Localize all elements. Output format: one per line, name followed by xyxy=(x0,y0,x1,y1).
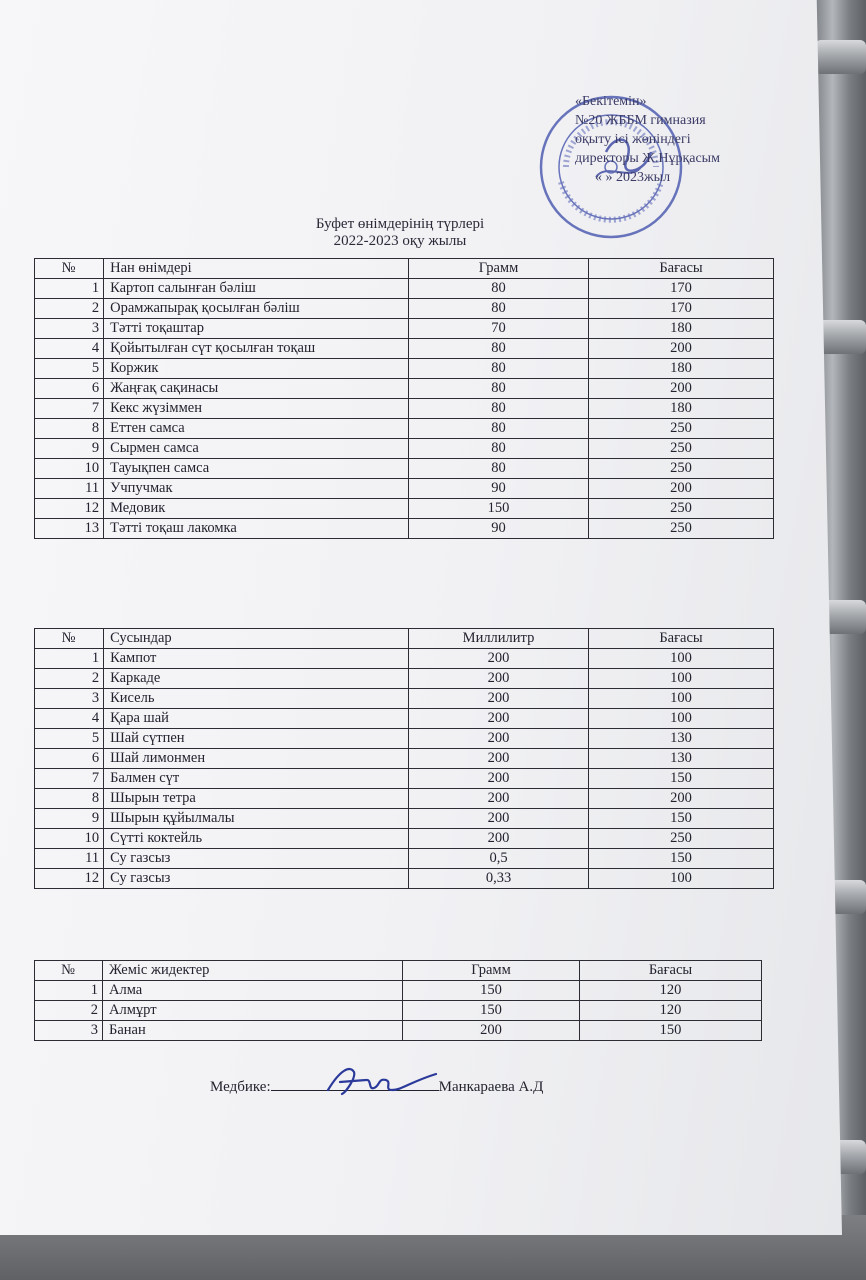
table-row xyxy=(35,981,762,1001)
row-number: 4 xyxy=(35,339,104,359)
item-price: 150 xyxy=(588,769,773,789)
item-price: 200 xyxy=(588,479,773,499)
row-number: 2 xyxy=(35,669,104,689)
item-price: 100 xyxy=(588,689,773,709)
table-row xyxy=(35,809,774,829)
row-number: 8 xyxy=(35,789,104,809)
row-number: 5 xyxy=(35,359,104,379)
item-name: Кампот xyxy=(104,649,409,669)
table-row xyxy=(35,649,774,669)
table-row xyxy=(35,829,774,849)
item-price: 100 xyxy=(588,649,773,669)
bakery-table xyxy=(34,258,774,539)
approval-line: №20 ЖББМ гимназия xyxy=(575,113,706,128)
table-row xyxy=(35,359,774,379)
item-name: Тәтті тоқаштар xyxy=(104,319,409,339)
row-number: 4 xyxy=(35,709,104,729)
item-quantity: 200 xyxy=(409,769,589,789)
table-body xyxy=(35,279,774,539)
approval-line: директоры Ж.Нұрқасым xyxy=(575,151,720,166)
table-row xyxy=(35,769,774,789)
row-number: 6 xyxy=(35,379,104,399)
item-name: Кекс жүзіммен xyxy=(104,399,409,419)
table-body xyxy=(35,981,762,1041)
table-row xyxy=(35,379,774,399)
table-row xyxy=(35,319,774,339)
table-row xyxy=(35,439,774,459)
item-price: 150 xyxy=(580,1021,762,1041)
column-header: № xyxy=(35,961,103,981)
row-number: 10 xyxy=(35,829,104,849)
item-price: 120 xyxy=(580,1001,762,1021)
item-name: Тауықпен самса xyxy=(104,459,409,479)
item-name: Су газсыз xyxy=(104,849,409,869)
table-row xyxy=(35,669,774,689)
item-price: 250 xyxy=(588,499,773,519)
table-row xyxy=(35,849,774,869)
item-quantity: 90 xyxy=(409,479,589,499)
table-row xyxy=(35,499,774,519)
item-price: 170 xyxy=(588,299,773,319)
row-number: 3 xyxy=(35,319,104,339)
item-price: 150 xyxy=(588,849,773,869)
item-name: Медовик xyxy=(104,499,409,519)
item-price: 250 xyxy=(588,439,773,459)
item-quantity: 80 xyxy=(409,379,589,399)
column-header: Миллилитр xyxy=(409,629,589,649)
document-title xyxy=(200,216,600,250)
item-name: Банан xyxy=(103,1021,403,1041)
item-quantity: 150 xyxy=(403,981,580,1001)
item-name: Су газсыз xyxy=(104,869,409,889)
item-name: Кисель xyxy=(104,689,409,709)
drinks-table xyxy=(34,628,774,889)
column-header: Жеміс жидектер xyxy=(103,961,403,981)
item-price: 120 xyxy=(580,981,762,1001)
column-header: Грамм xyxy=(409,259,589,279)
row-number: 12 xyxy=(35,499,104,519)
column-header: Бағасы xyxy=(580,961,762,981)
item-quantity: 70 xyxy=(409,319,589,339)
table-row xyxy=(35,479,774,499)
item-name: Сырмен самса xyxy=(104,439,409,459)
item-name: Жаңғақ сақинасы xyxy=(104,379,409,399)
item-price: 250 xyxy=(588,459,773,479)
item-quantity: 200 xyxy=(409,749,589,769)
approval-line: « » 2023жыл xyxy=(595,170,671,185)
item-name: Тәтті тоқаш лакомка xyxy=(104,519,409,539)
column-header: Сусындар xyxy=(104,629,409,649)
item-name: Шай сүтпен xyxy=(104,729,409,749)
item-name: Картоп салынған бәліш xyxy=(104,279,409,299)
column-header: Бағасы xyxy=(588,629,773,649)
title-line: Буфет өнімдерінің түрлері xyxy=(315,216,485,232)
item-price: 100 xyxy=(588,709,773,729)
item-price: 250 xyxy=(588,519,773,539)
item-name: Балмен сүт xyxy=(104,769,409,789)
rack-bar xyxy=(815,40,866,74)
table-row xyxy=(35,459,774,479)
table-header-row xyxy=(35,629,774,649)
item-price: 250 xyxy=(588,419,773,439)
row-number: 1 xyxy=(35,279,104,299)
fruits-table xyxy=(34,960,762,1041)
item-price: 200 xyxy=(588,789,773,809)
table-row xyxy=(35,789,774,809)
item-name: Алма xyxy=(103,981,403,1001)
item-price: 100 xyxy=(588,669,773,689)
table-body xyxy=(35,649,774,889)
row-number: 8 xyxy=(35,419,104,439)
item-quantity: 80 xyxy=(409,359,589,379)
row-number: 3 xyxy=(35,1021,103,1041)
item-quantity: 80 xyxy=(409,279,589,299)
item-price: 170 xyxy=(588,279,773,299)
row-number: 6 xyxy=(35,749,104,769)
approval-line: «Бекітемін» xyxy=(575,94,647,109)
row-number: 3 xyxy=(35,689,104,709)
item-quantity: 200 xyxy=(409,789,589,809)
item-quantity: 150 xyxy=(409,499,589,519)
item-price: 200 xyxy=(588,379,773,399)
column-header: Нан өнімдері xyxy=(104,259,409,279)
signature-name: Манкараева А.Д xyxy=(438,1079,544,1095)
row-number: 7 xyxy=(35,769,104,789)
row-number: 11 xyxy=(35,849,104,869)
item-quantity: 80 xyxy=(409,299,589,319)
handwritten-signature xyxy=(320,1060,440,1102)
table-row xyxy=(35,419,774,439)
table-row xyxy=(35,749,774,769)
table-row xyxy=(35,279,774,299)
table-row xyxy=(35,1001,762,1021)
item-quantity: 200 xyxy=(409,709,589,729)
item-quantity: 150 xyxy=(403,1001,580,1021)
item-quantity: 80 xyxy=(409,339,589,359)
item-name: Алмұрт xyxy=(103,1001,403,1021)
item-quantity: 200 xyxy=(409,829,589,849)
row-number: 9 xyxy=(35,809,104,829)
item-quantity: 80 xyxy=(409,439,589,459)
item-name: Еттен самса xyxy=(104,419,409,439)
item-price: 100 xyxy=(588,869,773,889)
item-price: 200 xyxy=(588,339,773,359)
item-name: Шай лимонмен xyxy=(104,749,409,769)
table-row xyxy=(35,339,774,359)
item-name: Шырын тетра xyxy=(104,789,409,809)
table-header-row xyxy=(35,961,762,981)
item-name: Қара шай xyxy=(104,709,409,729)
row-number: 12 xyxy=(35,869,104,889)
approval-line: оқыту ісі жөніндегі xyxy=(575,132,691,147)
row-number: 5 xyxy=(35,729,104,749)
item-name: Коржик xyxy=(104,359,409,379)
item-price: 150 xyxy=(588,809,773,829)
item-quantity: 80 xyxy=(409,459,589,479)
item-quantity: 200 xyxy=(409,689,589,709)
row-number: 10 xyxy=(35,459,104,479)
item-quantity: 0,33 xyxy=(409,869,589,889)
item-price: 180 xyxy=(588,359,773,379)
item-price: 180 xyxy=(588,399,773,419)
table-row xyxy=(35,869,774,889)
item-quantity: 200 xyxy=(409,649,589,669)
table-row xyxy=(35,519,774,539)
item-quantity: 80 xyxy=(409,419,589,439)
signature-role: Медбике: xyxy=(210,1079,271,1095)
row-number: 2 xyxy=(35,1001,103,1021)
item-name: Каркаде xyxy=(104,669,409,689)
table-row xyxy=(35,709,774,729)
item-quantity: 90 xyxy=(409,519,589,539)
table-row xyxy=(35,299,774,319)
column-header: Бағасы xyxy=(588,259,773,279)
row-number: 11 xyxy=(35,479,104,499)
item-price: 130 xyxy=(588,729,773,749)
table-row xyxy=(35,689,774,709)
row-number: 1 xyxy=(35,981,103,1001)
item-quantity: 200 xyxy=(409,809,589,829)
item-name: Сүтті коктейль xyxy=(104,829,409,849)
row-number: 2 xyxy=(35,299,104,319)
row-number: 7 xyxy=(35,399,104,419)
item-quantity: 200 xyxy=(409,729,589,749)
item-quantity: 200 xyxy=(403,1021,580,1041)
title-subline: 2022-2023 оқу жылы xyxy=(333,233,467,249)
column-header: Грамм xyxy=(403,961,580,981)
column-header: № xyxy=(35,629,104,649)
item-price: 180 xyxy=(588,319,773,339)
row-number: 1 xyxy=(35,649,104,669)
item-price: 250 xyxy=(588,829,773,849)
table-header-row xyxy=(35,259,774,279)
item-quantity: 0,5 xyxy=(409,849,589,869)
row-number: 9 xyxy=(35,439,104,459)
item-price: 130 xyxy=(588,749,773,769)
column-header: № xyxy=(35,259,104,279)
item-name: Учпучмак xyxy=(104,479,409,499)
item-name: Қойытылған сүт қосылған тоқаш xyxy=(104,339,409,359)
table-row xyxy=(35,729,774,749)
approval-block xyxy=(575,92,785,187)
item-quantity: 200 xyxy=(409,669,589,689)
item-quantity: 80 xyxy=(409,399,589,419)
table-row xyxy=(35,399,774,419)
row-number: 13 xyxy=(35,519,104,539)
item-name: Шырын құйылмалы xyxy=(104,809,409,829)
table-row xyxy=(35,1021,762,1041)
item-name: Орамжапырақ қосылған бәліш xyxy=(104,299,409,319)
